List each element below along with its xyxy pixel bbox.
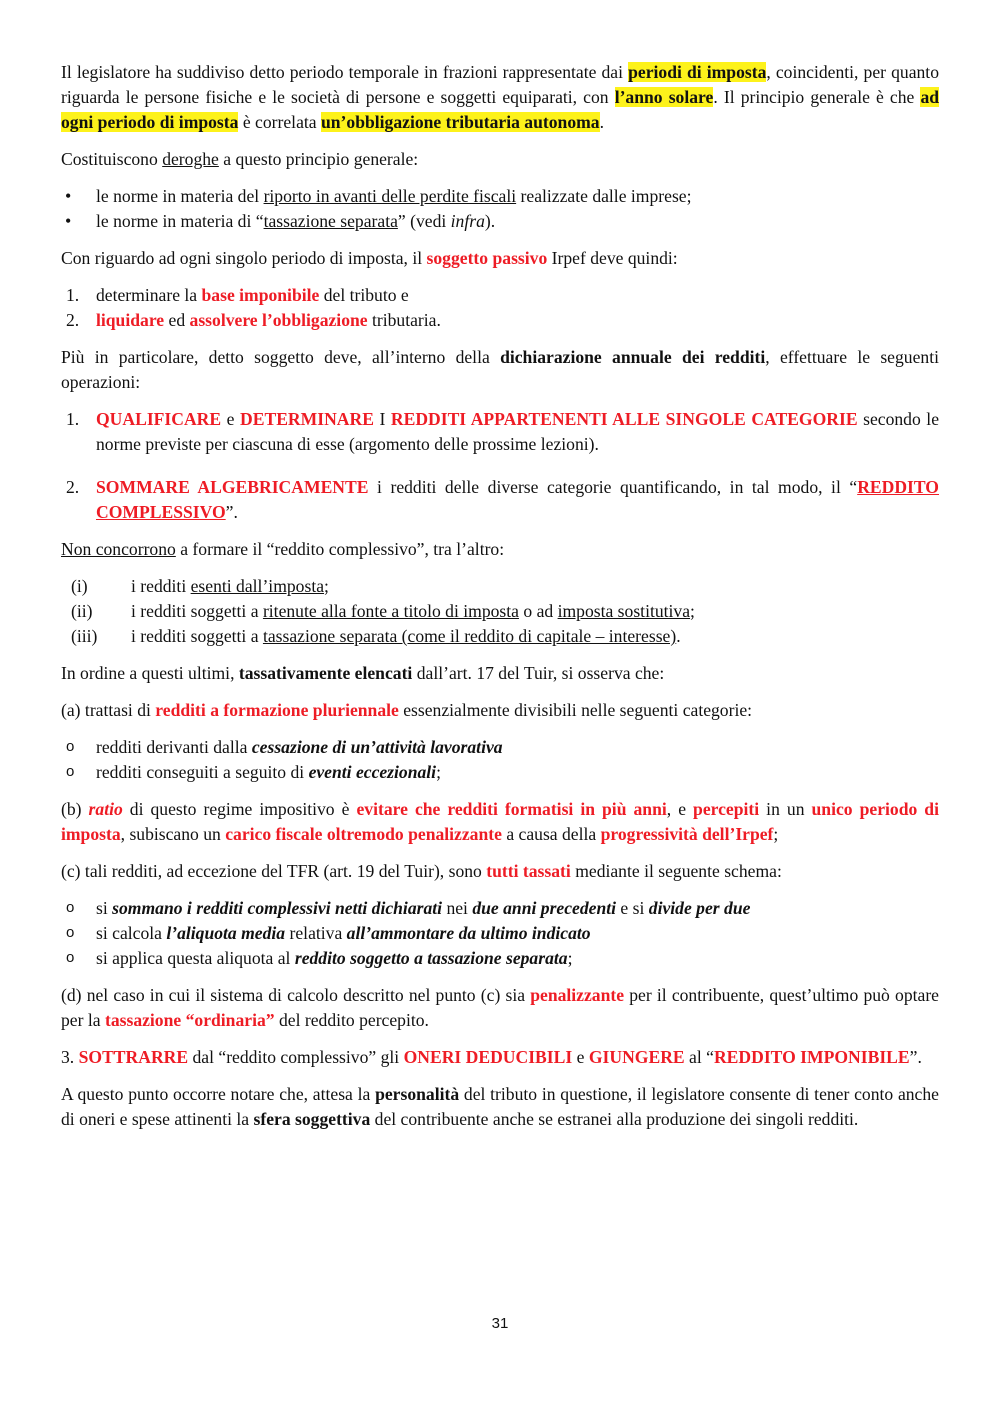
paragraph-sottrarre: 3. SOTTRARRE dal “reddito complessivo” gli ONERI DEDUCIBILI e GIUNGERE al “REDDITO IMPONIBILE”. [61, 1047, 922, 1067]
paragraph-d: (d) nel caso in cui il sistema di calcolo descritto nel punto (c) sia penalizzante per il contribuente, quest’ultimo può optare per la tassazione “ordinaria” del reddito percepito. [61, 985, 939, 1030]
list-item: 2. liquidare ed assolvere l’obbligazione tributaria. [66, 310, 441, 330]
paragraph-periodi-imposta: Il legislatore ha suddiviso detto periodo temporale in frazioni rappresentate dai periodi di imposta, coincidenti, per quanto riguarda le persone fisiche e le società di persone e soggetti equiparati, con l’anno solare. Il principio generale è che ad ogni periodo di imposta è correlata un’obbligazione tributaria autonoma. [61, 62, 940, 132]
paragraph-deroghe: Costituiscono deroghe a questo principio generale: [61, 149, 419, 169]
paragraph-art-17: In ordine a questi ultimi, tassativamente elencati dall’art. 17 del Tuir, si osserva che: [61, 663, 665, 683]
list-item: o si sommano i redditi complessivi netti dichiarati nei due anni precedenti e si divide per due [61, 896, 939, 921]
highlight-obbligazione: un’obbligazione tributaria autonoma [320, 112, 600, 132]
deroghe-bullet-list [61, 184, 939, 234]
paragraph-a: (a) trattasi di redditi a formazione pluriennale essenzialmente divisibili nelle seguenti categorie: [61, 700, 753, 720]
exclusions-roman-list [61, 574, 939, 649]
highlight-ogni-periodo: ad ogni periodo di imposta [61, 87, 940, 132]
list-item: o redditi derivanti dalla cessazione di un’attività lavorativa [61, 735, 939, 760]
page-number: 31 [491, 1315, 509, 1332]
list-item: 2. SOMMARE ALGEBRICAMENTE i redditi delle diverse categorie quantificando, in tal modo, il “REDDITO COMPLESSIVO”. [66, 477, 939, 522]
list-item: o si calcola l’aliquota media relativa all’ammontare da ultimo indicato [61, 921, 939, 946]
list-item: o si applica questa aliquota al reddito soggetto a tassazione separata; [61, 946, 939, 971]
duties-numbered-list [61, 283, 939, 333]
paragraph-personalita: A questo punto occorre notare che, attesa la personalità del tributo in questione, il legislatore consente di tener conto anche di oneri e spese attinenti la sfera soggettiva del contribuente anche se estranei alla produzione dei singoli redditi. [61, 1084, 939, 1129]
highlight-periodi-imposta: periodi di imposta [628, 62, 767, 82]
paragraph-dichiarazione: Più in particolare, detto soggetto deve, all’interno della dichiarazione annuale dei redditi, effettuare le seguenti operazioni: [61, 347, 939, 392]
highlight-anno-solare: l’anno solare [614, 87, 714, 107]
list-item: 1. QUALIFICARE e DETERMINARE I REDDITI APPARTENENTI ALLE SINGOLE CATEGORIE secondo le norme previste per ciascuna di esse (argomento delle prossime lezioni). [66, 409, 940, 454]
list-item: o redditi conseguiti a seguito di eventi eccezionali; [61, 760, 939, 785]
paragraph-b: (b) ratio di questo regime impositivo è evitare che redditi formatisi in più anni, e percepiti in un unico periodo di imposta, subiscano un carico fiscale oltremodo penalizzante a causa della progressività dell’Irpef; [61, 799, 939, 844]
paragraph-soggetto-passivo: Con riguardo ad ogni singolo periodo di imposta, il soggetto passivo Irpef deve quindi: [61, 248, 678, 268]
list-item: (iii) i redditi soggetti a tassazione separata (come il reddito di capitale – interesse). [71, 626, 681, 646]
paragraph-non-concorrono: Non concorrono a formare il “reddito complessivo”, tra l’altro: [61, 539, 505, 559]
page-body [61, 60, 939, 1144]
paragraph-c: (c) tali redditi, ad eccezione del TFR (art. 19 del Tuir), sono tutti tassati mediante il seguente schema: [61, 861, 782, 881]
list-item: 1. determinare la base imponibile del tributo e [66, 285, 409, 305]
categories-circle-list [61, 735, 939, 785]
list-item: (i) i redditi esenti dall’imposta; [71, 576, 329, 596]
operations-numbered-list [61, 407, 939, 525]
schema-circle-list [61, 896, 939, 971]
list-item: (ii) i redditi soggetti a ritenute alla fonte a titolo di imposta o ad imposta sostitutiva; [71, 601, 695, 621]
list-item: • le norme in materia del riporto in avanti delle perdite fiscali realizzate dalle imprese; [61, 184, 939, 209]
list-item: • le norme in materia di “tassazione separata” (vedi infra). [61, 209, 939, 234]
